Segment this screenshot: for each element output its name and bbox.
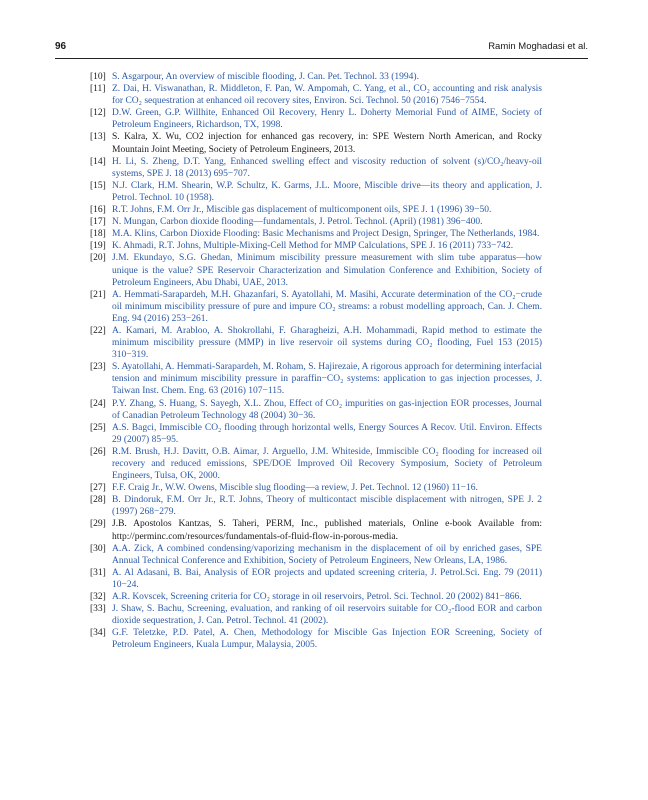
reference-number: [31] bbox=[90, 567, 106, 578]
page-header bbox=[55, 38, 588, 59]
reference-link[interactable]: A.R. Kovscek, Screening criteria for CO₂ storage in oil reservoirs, Petrol. Sci. Technol. 20 (2002) 841−866. bbox=[112, 592, 522, 603]
reference-number: [18] bbox=[90, 229, 106, 240]
reference-link[interactable]: A. Al Adasani, B. Bai, Analysis of EOR projects and updated screening criteria, J. Petrol.Sci. Eng. 79 (2011) 10−24. bbox=[112, 567, 542, 590]
reference-link[interactable]: P.Y. Zhang, S. Huang, S. Sayegh, X.L. Zhou, Effect of CO₂ impurities on gas-injection EOR processes, Journal of Canadian Petroleum Technology 48 (2004) 30−36. bbox=[112, 398, 542, 421]
reference-item bbox=[90, 204, 542, 216]
reference-number: [19] bbox=[90, 241, 106, 252]
reference-number: [10] bbox=[90, 72, 106, 82]
reference-link[interactable]: S. Ayatollahi, A. Hemmati-Sarapardeh, M. Roham, S. Hajirezaie, A rigorous approach for determining interfacial tension and minimum miscibility pressure in paraffin−CO₂ systems: application to gas injection processes, J. Taiwan Inst. Chem. Eng. 63 (2016) 107−115. bbox=[112, 362, 542, 397]
reference-item bbox=[90, 131, 542, 155]
running-head: Ramin Moghadasi et al. bbox=[488, 41, 588, 52]
reference-item bbox=[90, 83, 542, 107]
reference-item bbox=[90, 398, 542, 422]
reference-item bbox=[90, 289, 542, 325]
reference-number: [30] bbox=[90, 543, 106, 554]
reference-item bbox=[90, 422, 542, 446]
reference-item bbox=[90, 180, 542, 204]
reference-number: [26] bbox=[90, 446, 106, 457]
reference-link[interactable]: A. Kamari, M. Arabloo, A. Shokrollahi, F. Gharagheizi, A.H. Mohammadi, Rapid method to estimate the minimum miscibility pressure (MMP) in live reservoir oil systems during CO₂ flooding, Fuel 153 (2015) 310−319. bbox=[112, 325, 542, 361]
reference-item bbox=[90, 325, 542, 361]
reference-item bbox=[90, 107, 542, 131]
reference-number: [23] bbox=[90, 362, 106, 373]
reference-link[interactable]: D.W. Green, G.P. Willhite, Enhanced Oil Recovery, Henry L. Doherty Memorial Fund of AIME, Society of Petroleum Engineers, Richardson, TX, 1998. bbox=[112, 108, 542, 131]
reference-link[interactable]: A. Hemmati-Sarapardeh, M.H. Ghazanfari, S. Ayatollahi, M. Masihi, Accurate determination of the CO₂−crude oil minimum miscibility pressure of pure and impure CO₂ streams: a robust modelling approach, Can. J. Chem. Eng. 94 (2016) 253−261. bbox=[112, 289, 542, 324]
reference-link[interactable]: R.T. Johns, F.M. Orr Jr., Miscible gas displacement of multicomponent oils, SPE J. 1 (1996) 39−50. bbox=[112, 205, 492, 216]
reference-number: [28] bbox=[90, 495, 106, 506]
reference-number: [14] bbox=[90, 156, 106, 167]
reference-link[interactable]: M.A. Klins, Carbon Dioxide Flooding: Basic Mechanisms and Project Design, Springer, The Netherlands, 1984. bbox=[112, 229, 540, 240]
reference-item bbox=[90, 603, 542, 627]
reference-number: [29] bbox=[90, 519, 106, 530]
reference-item bbox=[90, 361, 542, 397]
reference-link[interactable]: J. Shaw, S. Bachu, Screening, evaluation, and ranking of oil reservoirs suitable for CO₂-flood EOR and carbon dioxide sequestration, J. Can. Petrol. Technol. 41 (2002). bbox=[112, 604, 542, 627]
reference-item bbox=[90, 240, 542, 252]
reference-item bbox=[90, 446, 542, 482]
reference-number: [20] bbox=[90, 253, 106, 264]
reference-item bbox=[90, 156, 542, 180]
reference-link[interactable]: B. Dindoruk, F.M. Orr Jr., R.T. Johns, Theory of multicontact miscible displacement with nitrogen, SPE J. 2 (1997) 268−279. bbox=[112, 495, 542, 518]
reference-text: S. Kalra, X. Wu, CO2 injection for enhanced gas recovery, in: SPE Western North American, and Rocky Mountain Joint Meeting, Society of Petroleum Engineers, 2013. bbox=[112, 132, 542, 155]
reference-number: [22] bbox=[90, 325, 106, 336]
reference-number: [17] bbox=[90, 217, 106, 228]
reference-number: [33] bbox=[90, 604, 106, 615]
reference-link[interactable]: N.J. Clark, H.M. Shearin, W.P. Schultz, K. Garms, J.L. Moore, Miscible drive—its theory and application, J. Petrol. Technol. 10 (1958). bbox=[112, 180, 542, 203]
reference-number: [12] bbox=[90, 108, 106, 119]
reference-item bbox=[90, 228, 542, 240]
reference-number: [24] bbox=[90, 398, 106, 409]
reference-item bbox=[90, 216, 542, 228]
reference-item bbox=[90, 518, 542, 542]
reference-list bbox=[90, 71, 542, 652]
reference-number: [16] bbox=[90, 205, 106, 216]
reference-link[interactable]: A.A. Zick, A combined condensing/vaporizing mechanism in the displacement of oil by enriched gases, SPE Annual Technical Conference and Exhibition, Society of Petroleum Engineers, New Orleans, LA, 1986. bbox=[112, 543, 542, 566]
reference-number: [13] bbox=[90, 132, 106, 143]
reference-item bbox=[90, 591, 542, 603]
reference-text: J.B. Apostolos Kantzas, S. Taheri, PERM, Inc., published materials, Online e-book Available from: http://perminc.com/resources/fundamentals-of-fluid-flow-in-porous-media. bbox=[112, 519, 542, 542]
reference-number: [32] bbox=[90, 592, 106, 603]
reference-item bbox=[90, 494, 542, 518]
reference-link[interactable]: S. Asgarpour, An overview of miscible flooding, J. Can. Pet. Technol. 33 (1994). bbox=[112, 72, 419, 82]
reference-number: [27] bbox=[90, 483, 106, 494]
reference-number: [15] bbox=[90, 180, 106, 191]
reference-link[interactable]: J.M. Ekundayo, S.G. Ghedan, Minimum miscibility pressure measurement with slim tube apparatus—how unique is the value? SPE Reservoir Characterization and Simulation Conference and Exhibition, Society of Petroleum Engineers, Abu Dhabi, UAE, 2013. bbox=[112, 253, 542, 288]
reference-link[interactable]: G.F. Teletzke, P.D. Patel, A. Chen, Methodology for Miscible Gas Injection EOR Screening, Society of Petroleum Engineers, Kuala Lumpur, Malaysia, 2005. bbox=[112, 628, 542, 651]
reference-number: [34] bbox=[90, 628, 106, 639]
reference-number: [11] bbox=[90, 84, 106, 95]
reference-link[interactable]: Z. Dai, H. Viswanathan, R. Middleton, F. Pan, W. Ampomah, C. Yang, et al., CO₂ accounting and risk analysis for CO₂ sequestration at enhanced oil recovery sites, Environ. Sci. Technol. 50 (2016) 7546−7554. bbox=[112, 84, 542, 107]
reference-item bbox=[90, 252, 542, 288]
reference-link[interactable]: A.S. Bagci, Immiscible CO₂ flooding through horizontal wells, Energy Sources A Recov. Util. Environ. Effects 29 (2007) 85−95. bbox=[112, 422, 542, 445]
reference-item bbox=[90, 567, 542, 591]
reference-link[interactable]: N. Mungan, Carbon dioxide flooding—fundamentals, J. Petrol. Technol. (April) (1981) 396−400. bbox=[112, 217, 483, 228]
reference-item bbox=[90, 543, 542, 567]
page-number: 96 bbox=[55, 41, 67, 52]
reference-link[interactable]: K. Ahmadi, R.T. Johns, Multiple-Mixing-Cell Method for MMP Calculations, SPE J. 16 (2011) 733−742. bbox=[112, 241, 514, 252]
reference-link[interactable]: H. Li, S. Zheng, D.T. Yang, Enhanced swelling effect and viscosity reduction of solvent (s)/CO₂/heavy-oil systems, SPE J. 18 (2013) 695−707. bbox=[112, 156, 542, 179]
reference-item bbox=[90, 482, 542, 494]
reference-link[interactable]: R.M. Brush, H.J. Davitt, O.B. Aimar, J. Arguello, J.M. Whiteside, Immiscible CO₂ flooding for increased oil recovery and reduced emissions, SPE/DOE Improved Oil Recovery Symposium, Society of Petroleum Engineers, Tulsa, OK, 2000. bbox=[112, 446, 542, 482]
reference-number: [25] bbox=[90, 422, 106, 433]
reference-link[interactable]: F.F. Craig Jr., W.W. Owens, Miscible slug flooding—a review, J. Pet. Technol. 12 (1960) 11−16. bbox=[112, 483, 478, 494]
reference-item bbox=[90, 71, 542, 83]
reference-number: [21] bbox=[90, 289, 106, 300]
reference-item bbox=[90, 627, 542, 651]
